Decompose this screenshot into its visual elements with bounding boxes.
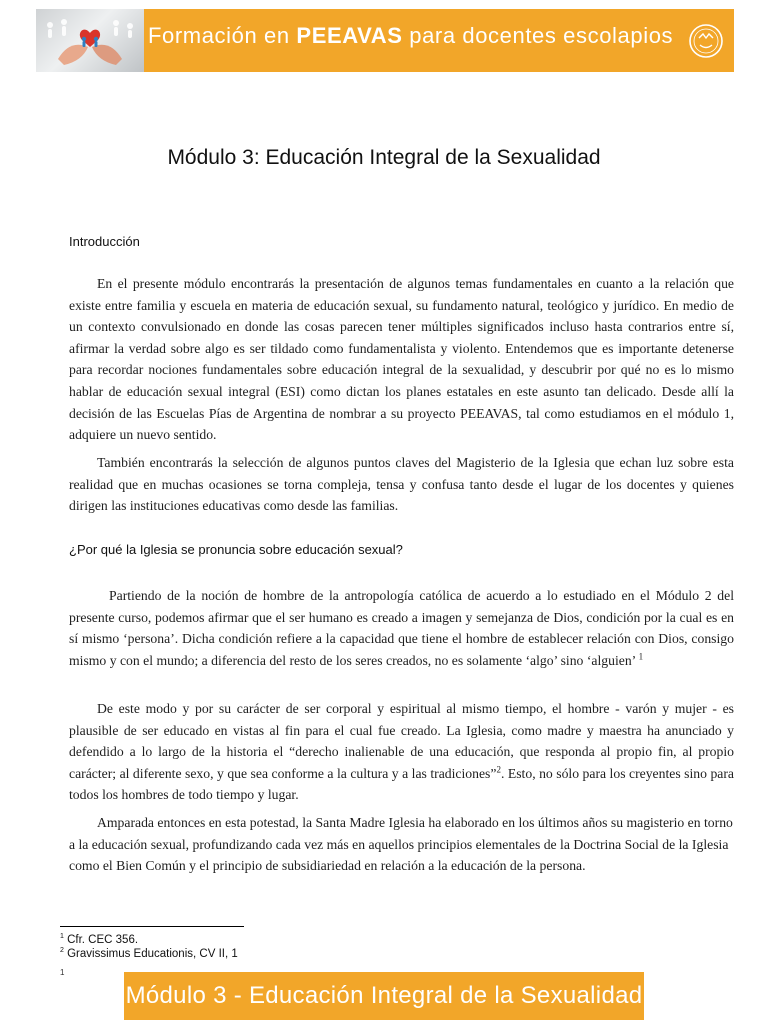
body-paragraph-1: Partiendo de la noción de hombre de la antropología católica de acuerdo a lo estudiado en el Módulo 2 del presente curso, podemos afirmar que el ser humano es creado a imagen y semejanza de Dios, condición por la cual es en sí mismo ‘persona’. Dicha condición refiere a la capacidad que tiene el hombre de establecer relación con Dios, consigo mismo y con el mundo; a diferencia del resto de los seres creados, no es solamente ‘algo’ sino ‘alguien’ $^1$ <box>69 588 734 668</box>
escolapios-seal-icon <box>688 23 724 59</box>
section-heading-iglesia: ¿Por qué la Iglesia se pronuncia sobre educación sexual? <box>69 542 403 557</box>
hands-family-icon <box>36 9 144 72</box>
body-paragraph-3: Amparada entonces en esta potestad, la Santa Madre Iglesia ha elaborado en los últimos años su magisterio en torno a la educación sexual, profundizando cada vez más en aquellos principios elementales de la Doctrina Social de la Iglesia como el Bien Común y el principio de subsidiariedad en relación a la educación de la persona. <box>69 815 733 874</box>
header-title: Formación en PEEAVAS para docentes escolapios <box>148 23 674 48</box>
section-heading-introduccion: Introducción <box>69 234 140 249</box>
footnote-ref-2[interactable]: 2 <box>496 764 501 775</box>
footnote-ref-1[interactable]: 1 <box>638 651 644 662</box>
header-banner <box>36 9 734 72</box>
footer-banner: Módulo 3 - Educación Integral de la Sexualidad <box>124 972 644 1020</box>
intro-paragraph-1: En el presente módulo encontrarás la presentación de algunos temas fundamentales en cuanto a la relación que existe entre familia y escuela en materia de educación sexual, su fundamento natural, teológico y jurídico. En medio de un contexto convulsionado en donde las cosas parecen tener múltiples significados incluso hasta contrarios entre sí, afirmar la verdad sobre algo es ser tildado como fundamentalista y violento. Entendemos que es importante detenerse para recordar nociones fundamentales sobre educación integral de la sexualidad, y descubrir por qué no es lo mismo hablar de educación sexual integral (ESI) como dictan los planes estatales en este asunto tan delicado. Desde allí la decisión de las Escuelas Pías de Argentina de nombrar a su proyecto PEEAVAS, tal como estudiamos en el módulo 1, adquiere un nuevo sentido. <box>69 276 734 443</box>
footnote-2: $^2$ Gravissimus Educationis, CV II, 1 <box>60 947 238 960</box>
intro-paragraph-2: También encontrarás la selección de algunos puntos claves del Magisterio de la Iglesia que echan luz sobre esta realidad que en muchas ocasiones se torna compleja, tensa y confusa tanto desde el lugar de los docentes y quienes dirigen las instituciones educativas como desde las familias. <box>69 455 734 514</box>
page-number: 1 <box>60 968 65 977</box>
document-title: Módulo 3: Educación Integral de la Sexualidad <box>167 146 601 169</box>
body-paragraph-2: De este modo y por su carácter de ser corporal y espiritual al mismo tiempo, el hombre - varón y mujer - es plausible de ser educado en vistas al fin para el cual fue creado. La Iglesia, como madre y maestra ha anunciado y defendido a lo largo de la historia el “derecho inalienable de una educación, que responda al propio fin, al propio carácter; al diferente sexo, y que sea conforme a la cultura y a las tradiciones”$^2$. Esto, no sólo para los creyentes sino para todos los hombres de todo tiempo y lugar. <box>69 701 734 803</box>
footnote-1: $^1$ Cfr. CEC 356. <box>60 933 139 946</box>
footnote-divider <box>60 926 244 927</box>
header-photo <box>36 9 144 72</box>
